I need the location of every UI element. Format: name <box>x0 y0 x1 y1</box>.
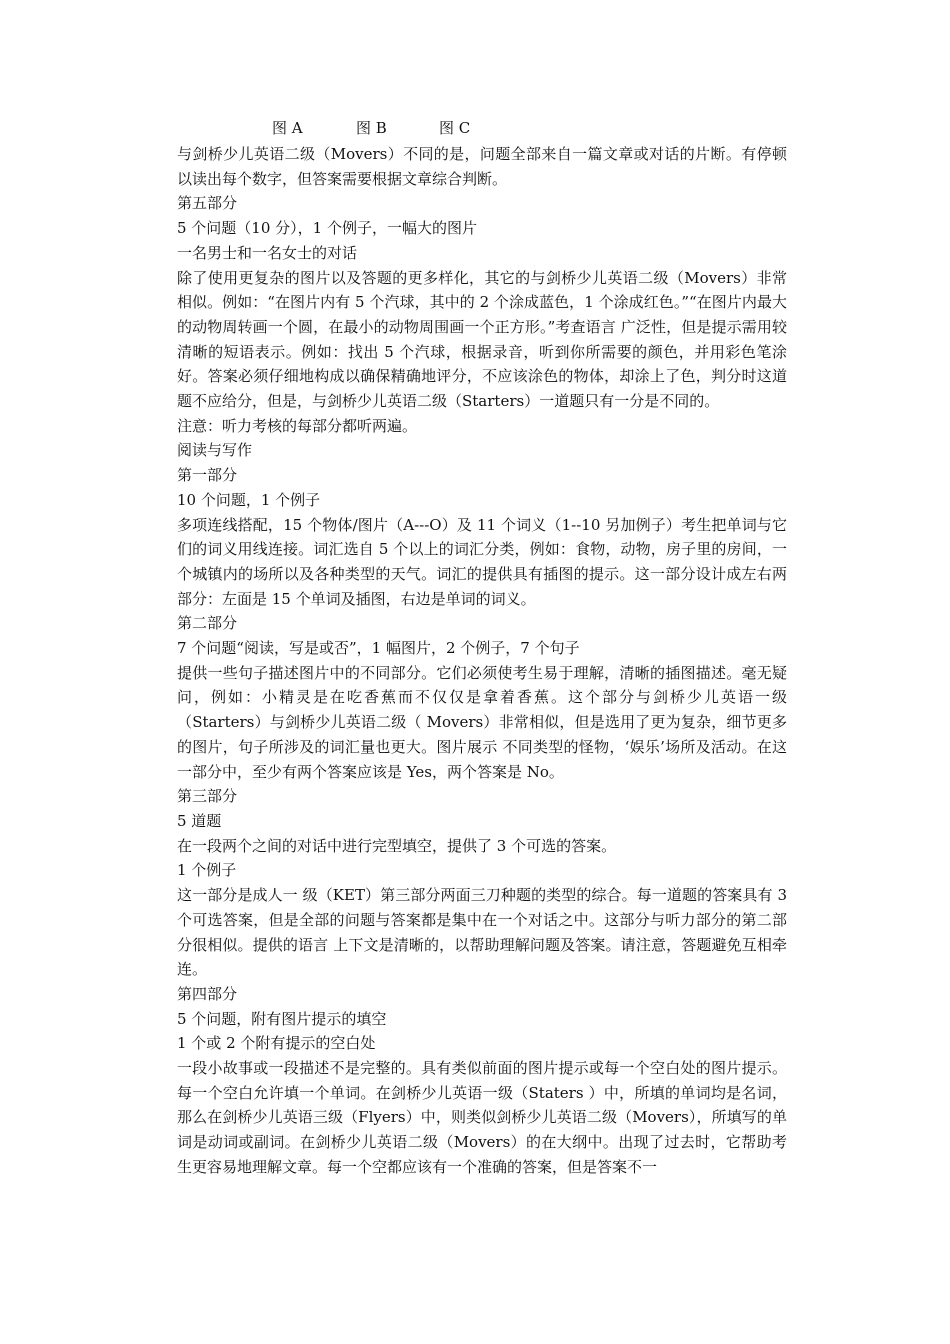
part-five-format: 一名男士和一名女士的对话 <box>177 243 358 262</box>
figure-label-c: 图 C <box>439 119 471 137</box>
section-heading-part-three: 第三部分 <box>177 787 238 806</box>
section-heading-part-two: 第二部分 <box>177 614 238 633</box>
section-heading-part-four: 第四部分 <box>177 984 238 1003</box>
part-two-summary: 7 个问题“阅读，写是或否”，1 幅图片，2 个例子，7 个句子 <box>177 639 580 658</box>
part-four-format: 1 个或 2 个附有提示的空白处 <box>177 1034 376 1053</box>
figure-label-b: 图 B <box>356 119 387 137</box>
part-one-summary: 10 个问题，1 个例子 <box>177 490 321 509</box>
figure-label-a: 图 A <box>272 119 303 137</box>
figure-labels <box>272 118 572 138</box>
document-body <box>177 142 787 1180</box>
part-one-description: 多项连线搭配，15 个物体/图片（A---O）及 11 个词义（1--10 另加例子）考生把单词与它们的词义用线连接。词汇选自 5 个以上的词汇分类，例如：食物，动物，房子里的房间，一个城镇内的场所以及各种类型的天气。词汇的提供具有插图的提示。这一部分设计成左右两部分：左面是 15 个单词及插图，右边是单词的词义。 <box>177 515 787 608</box>
part-three-description: 这一部分是成人一 级（KET）第三部分两面三刀种题的类型的综合。每一道题的答案具有 3 个可选答案，但是全部的问题与答案都是集中在一个对话之中。这部分与听力部分的第二部分很相似。提供的语言 上下文是清晰的，以帮助理解问题及答案。请注意，答题避免互相牵连。 <box>177 886 787 979</box>
section-heading-part-one: 第一部分 <box>177 466 238 485</box>
part-three-summary: 5 道题 <box>177 811 222 830</box>
part-three-example-count: 1 个例子 <box>177 861 237 880</box>
part-three-format: 在一段两个之间的对话中进行完型填空，提供了 3 个可选的答案。 <box>177 836 617 855</box>
section-heading-part-five: 第五部分 <box>177 194 238 213</box>
section-heading-reading-writing: 阅读与写作 <box>177 441 253 460</box>
part-two-description: 提供一些句子描述图片中的不同部分。它们必须使考生易于理解，清晰的插图描述。毫无疑问，例如：小精灵是在吃香蕉而不仅仅是拿着香蕉。这个部分与剑桥少儿英语一级（Starters）与剑桥少儿英语二级（ Movers）非常相似，但是选用了更为复杂，细节更多的图片，句子所涉及的词汇量也更大。图片展示 不同类型的怪物，‘娱乐’场所及活动。在这一部分中，至少有两个答案应该是 Yes，两个答案是 No。 <box>177 663 787 781</box>
part-four-description: 一段小故事或一段描述不是完整的。具有类似前面的图片提示或每一个空白处的图片提示。每一个空白允许填一个单词。在剑桥少儿英语一级（Staters ）中，所填的单词均是名词，那么在剑桥少儿英语三级（Flyers）中，则类似剑桥少儿英语二级（Movers），所填写的单词是动词或副词。在剑桥少儿英语二级（Movers）的在大纲中。出现了过去时，它帮助考生更容易地理解文章。每一个空都应该有一个准确的答案，但是答案不一 <box>177 1059 787 1176</box>
part-five-description: 除了使用更复杂的图片以及答题的更多样化，其它的与剑桥少儿英语二级（Movers）非常相似。例如：“在图片内有 5 个汽球，其中的 2 个涂成蓝色，1 个涂成红色。”“在图片内最大的动物周转画一个圆，在最小的动物周围画一个正方形。”考查语言 广泛性，但是提示需用较清晰的短语表示。例如：找出 5 个汽球，根据录音，听到你所需要的颜色，并用彩色笔涂好。答案必须仔细地构成以确保精确地评分，不应该涂色的物体，却涂上了色，判分时这道题不应给分，但是，与剑桥少儿英语二级（Starters）一道题只有一分是不同的。 <box>177 268 787 411</box>
intro-paragraph: 与剑桥少儿英语二级（Movers）不同的是，问题全部来自一篇文章或对话的片断。有停顿以读出每个数字，但答案需要根据文章综合判断。 <box>177 145 787 188</box>
listening-note: 注意：听力考核的每部分都听两遍。 <box>177 416 418 435</box>
part-four-summary: 5 个问题，附有图片提示的填空 <box>177 1009 387 1028</box>
part-five-summary: 5 个问题（10 分），1 个例子，一幅大的图片 <box>177 219 477 238</box>
